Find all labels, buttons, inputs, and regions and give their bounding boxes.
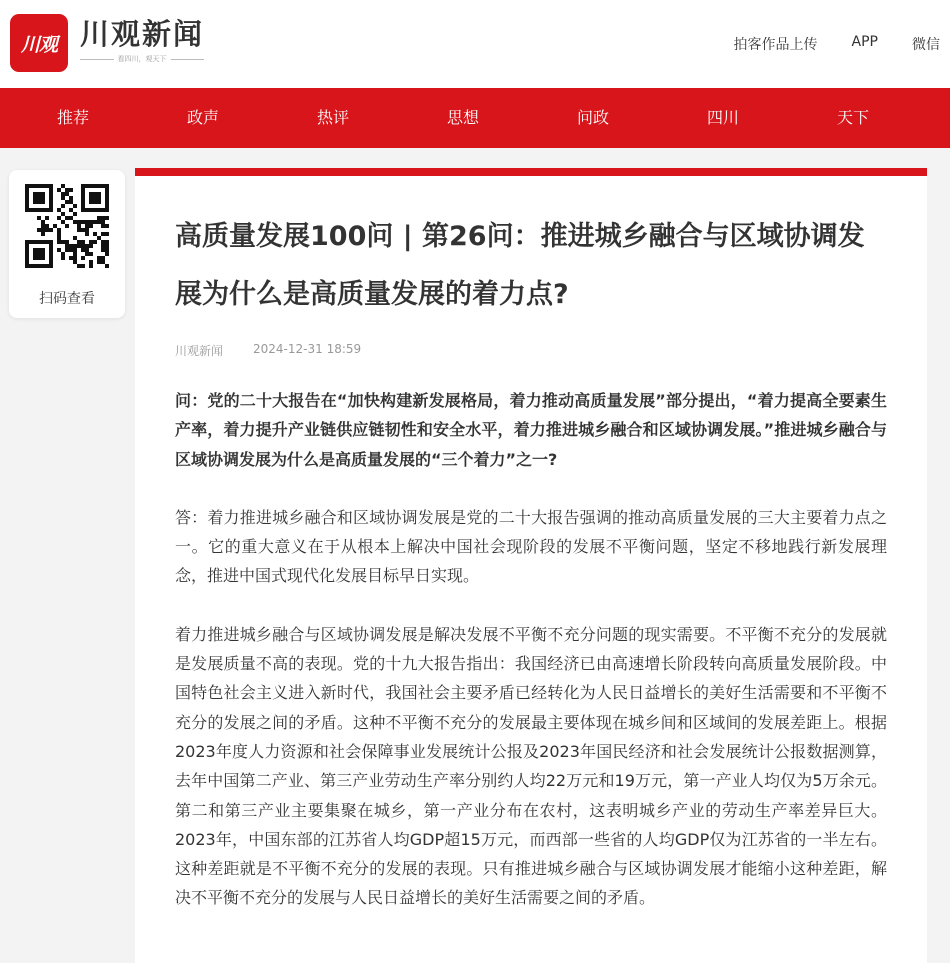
wechat-link[interactable]: 微信	[912, 37, 940, 53]
answer-paragraph: 答：着力推进城乡融合和区域协调发展是党的二十大报告强调的推动高质量发展的三大主要着力点之一。它的重大意义在于从根本上解决中国社会现阶段的发展不平衡问题，坚定不移地践行新发展理念，推进中国式现代化发展目标早日实现。	[175, 507, 887, 586]
slogan-text: 看四川，观天下	[117, 55, 167, 63]
top-header	[0, 0, 950, 88]
logo-slogan	[80, 54, 204, 64]
main-nav	[0, 88, 950, 148]
qr-card	[9, 170, 125, 318]
body-paragraph: 着力推进城乡融合与区域协调发展是解决发展不平衡不充分问题的现实需要。不平衡不充分的发展就是发展质量不高的表现。党的十九大报告指出：我国经济已由高速增长阶段转向高质量发展阶段。中国特色社会主义进入新时代，我国社会主要矛盾已经转化为人民日益增长的美好生活需要和不平衡不充分的发展之间的矛盾。这种不平衡不充分的发展最主要体现在城乡间和区域间的发展差距上。根据2023年度人力资源和社会保障事业发展统计公报及2023年国民经济和社会发展统计公报数据测算，去年中国第二产业、第三产业劳动生产率分别约人均22万元和19万元，第一产业人均仅为5万余元。第二和第三产业主要集聚在城乡，第一产业分布在农村，这表明城乡产业的劳动生产率差异巨大。2023年，中国东部的江苏省人均GDP超15万元，而西部一些省的人均GDP仅为江苏省的一半左右。这种差距就是不平衡不充分的发展的表现。只有推进城乡融合与区域协调发展才能缩小这种差距，解决不平衡不充分的发展与人民日益增长的美好生活需要之间的矛盾。	[175, 624, 887, 908]
nav-item-politics[interactable]: 政声	[186, 108, 219, 127]
app-link[interactable]: APP	[851, 34, 878, 50]
question-paragraph: 问：党的二十大报告在“加快构建新发展格局，着力推动高质量发展”部分提出，“着力提高全要素生产率，着力提升产业链供应链韧性和安全水平，着力推进城乡融合和区域协调发展。”推进城乡融合与区域协调发展为什么是高质量发展的“三个着力”之一?	[175, 391, 887, 469]
upload-link[interactable]: 拍客作品上传	[733, 37, 818, 53]
nav-item-recommend[interactable]: 推荐	[56, 108, 89, 127]
article-card	[135, 168, 927, 963]
logo-name[interactable]: 川观新闻	[80, 17, 205, 51]
nav-item-world[interactable]: 天下	[836, 108, 869, 127]
nav-item-thought[interactable]: 思想	[446, 108, 479, 127]
nav-item-inquiry[interactable]: 问政	[576, 108, 609, 127]
article-title: 高质量发展100问 | 第26问：推进城乡融合与区域协调发展为什么是高质量发展的着力点?	[175, 221, 865, 310]
article-body	[175, 386, 887, 942]
top-links	[734, 34, 940, 54]
qr-caption: 扫码查看	[39, 291, 95, 307]
article-date: 2024-12-31 18:59	[253, 342, 362, 356]
qr-code-icon[interactable]	[25, 184, 109, 268]
article-source: 川观新闻	[175, 344, 224, 358]
nav-item-sichuan[interactable]: 四川	[706, 108, 739, 127]
slogan-right-line	[171, 59, 205, 60]
nav-item-commentary[interactable]: 热评	[316, 108, 349, 127]
logo-badge[interactable]: 川观	[10, 14, 68, 72]
slogan-left-line	[80, 59, 114, 60]
article-meta	[175, 342, 361, 359]
